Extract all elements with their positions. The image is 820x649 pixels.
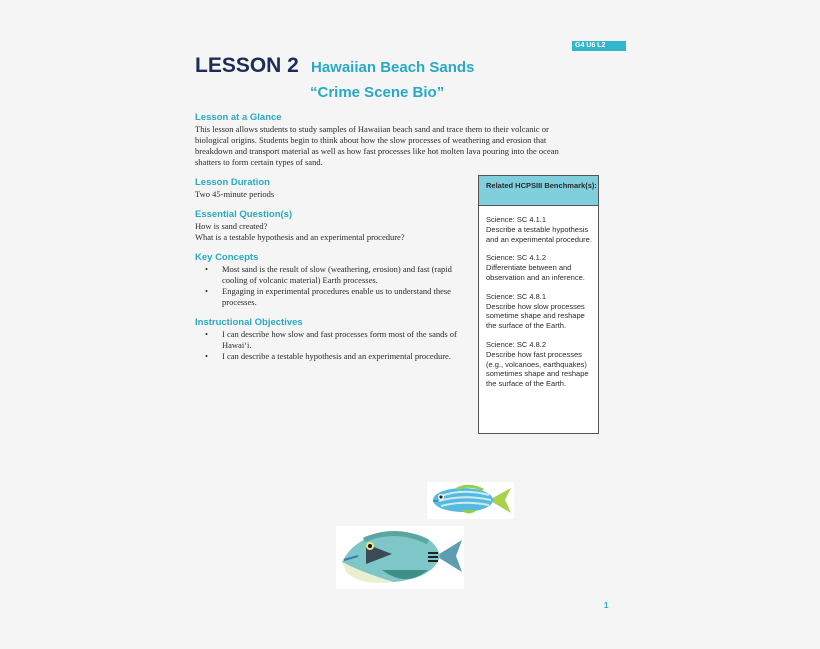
concept-item: • Engaging in experimental procedures enable us to understand these processes. bbox=[205, 286, 477, 308]
essential-questions bbox=[195, 209, 475, 243]
benchmark-item bbox=[479, 215, 598, 244]
benchmark-item bbox=[479, 292, 598, 331]
benchmarks-box bbox=[478, 175, 599, 434]
benchmark-text: Differentiate between and observation and an inference. bbox=[486, 263, 585, 282]
unit-lesson-tag: G4 U6 L2 bbox=[572, 41, 626, 51]
objective-item: • I can describe a testable hypothesis and an experimental procedure. bbox=[205, 351, 482, 362]
duration-text: Two 45-minute periods bbox=[195, 189, 275, 199]
benchmarks-header: Related HCPSIII Benchmark(s): bbox=[479, 176, 598, 206]
benchmark-text: Describe how slow processes sometime shape and reshape the surface of the Earth. bbox=[486, 301, 585, 331]
essential-question: How is sand created? bbox=[195, 221, 268, 231]
benchmark-text: Describe how fast processes (e.g., volcanoes, earthquakes) sometimes shape and reshape the surface of the Earth. bbox=[486, 349, 589, 389]
glance-line: biological origins. Students begin to think about how the slow processes of weathering and erosion that bbox=[195, 135, 547, 145]
concepts-list bbox=[195, 264, 475, 308]
glance-heading: Lesson at a Glance bbox=[195, 112, 282, 123]
triggerfish-illustration bbox=[336, 526, 464, 589]
lesson-duration bbox=[195, 177, 465, 200]
essential-heading: Essential Question(s) bbox=[195, 209, 293, 220]
benchmark-item bbox=[479, 253, 598, 282]
glance-line: shatters to form certain types of sand. bbox=[195, 157, 323, 167]
lesson-number: LESSON 2 bbox=[195, 54, 299, 77]
objective-item: • I can describe how slow and fast processes form most of the sands of Hawai‘i. bbox=[205, 329, 477, 351]
concept-item: • Most sand is the result of slow (weathering, erosion) and fast (rapid cooling of volcanic material) Earth processes. bbox=[205, 264, 477, 286]
instructional-objectives bbox=[195, 317, 475, 362]
benchmark-code: Science: SC 4.8.2 bbox=[486, 339, 547, 349]
benchmark-item bbox=[479, 340, 598, 389]
essential-question: What is a testable hypothesis and an experimental procedure? bbox=[195, 232, 405, 242]
glance-line: This lesson allows students to study samples of Hawaiian beach sand and trace them to their volcanic or bbox=[195, 124, 549, 134]
page-number: 1 bbox=[604, 601, 609, 610]
benchmark-code: Science: SC 4.1.2 bbox=[486, 253, 547, 263]
lesson-at-a-glance bbox=[195, 112, 590, 168]
striped-fish-illustration bbox=[427, 482, 514, 519]
lesson-title: Hawaiian Beach Sands bbox=[311, 59, 475, 76]
key-concepts bbox=[195, 252, 475, 308]
benchmark-code: Science: SC 4.8.1 bbox=[486, 291, 547, 301]
benchmark-text: Describe a testable hypothesis and an experimental procedure. bbox=[486, 224, 592, 244]
concepts-heading: Key Concepts bbox=[195, 252, 259, 263]
lesson-tagline: “Crime Scene Bio” bbox=[310, 84, 445, 101]
duration-heading: Lesson Duration bbox=[195, 177, 270, 188]
objectives-heading: Instructional Objectives bbox=[195, 317, 303, 328]
glance-line: breakdown and transport material as well as how fast processes like hot molten lava pouring into the ocean bbox=[195, 146, 559, 156]
benchmark-code: Science: SC 4.1.1 bbox=[486, 215, 547, 224]
objectives-list bbox=[195, 329, 475, 362]
